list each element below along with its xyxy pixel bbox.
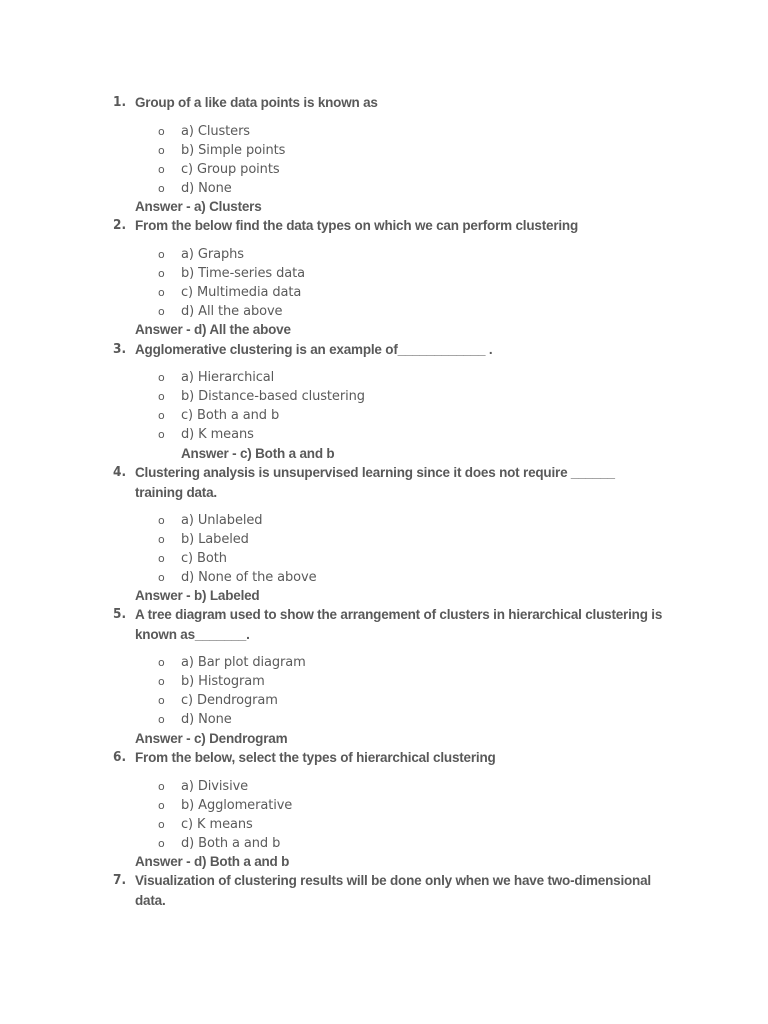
list-item: o d) Both a and b bbox=[158, 836, 281, 851]
bullet-icon: o bbox=[158, 428, 165, 441]
list-item: o c) Both bbox=[158, 551, 227, 566]
bullet-icon: o bbox=[158, 248, 165, 261]
list-item: o d) None of the above bbox=[158, 570, 317, 585]
bullet-icon: o bbox=[158, 656, 165, 669]
answer-2: Answer - d) All the above bbox=[135, 322, 291, 337]
bullet-icon: o bbox=[158, 571, 165, 584]
bullet-icon: o bbox=[158, 694, 165, 707]
list-item: o c) Multimedia data bbox=[158, 285, 302, 300]
list-item: o b) Time-series data bbox=[158, 266, 305, 281]
question-text: Group of a like data points is known as bbox=[135, 95, 378, 110]
list-item: o b) Agglomerative bbox=[158, 798, 293, 813]
bullet-icon: o bbox=[158, 818, 165, 831]
answer-4: Answer - b) Labeled bbox=[135, 588, 260, 603]
bullet-icon: o bbox=[158, 780, 165, 793]
question-number: 6. bbox=[113, 749, 127, 765]
question-number: 5. bbox=[113, 606, 127, 622]
list-item: o c) K means bbox=[158, 817, 253, 832]
list-item: o a) Hierarchical bbox=[158, 370, 275, 385]
answer-1: Answer - a) Clusters bbox=[135, 199, 262, 214]
bullet-icon: o bbox=[158, 552, 165, 565]
list-item: o d) K means bbox=[158, 427, 254, 442]
bullet-icon: o bbox=[158, 163, 165, 176]
question-number: 7. bbox=[113, 872, 127, 888]
bullet-icon: o bbox=[158, 305, 165, 318]
question-number: 4. bbox=[113, 464, 127, 480]
list-item: o b) Labeled bbox=[158, 532, 249, 547]
question-number: 1. bbox=[113, 94, 127, 110]
bullet-icon: o bbox=[158, 675, 165, 688]
list-item: o a) Graphs bbox=[158, 247, 244, 262]
bullet-icon: o bbox=[158, 533, 165, 546]
question-text: From the below, select the types of hierarchical clustering bbox=[135, 750, 496, 765]
list-item: o a) Unlabeled bbox=[158, 513, 263, 528]
question-text: Agglomerative clustering is an example of____________ . bbox=[135, 342, 493, 357]
question-text: From the below find the data types on which we can perform clustering bbox=[135, 218, 579, 233]
bullet-icon: o bbox=[158, 371, 165, 384]
bullet-icon: o bbox=[158, 182, 165, 195]
list-item: o a) Clusters bbox=[158, 124, 250, 139]
bullet-icon: o bbox=[158, 286, 165, 299]
question-number: 3. bbox=[113, 341, 127, 357]
list-item: o c) Group points bbox=[158, 162, 280, 177]
list-item: o a) Bar plot diagram bbox=[158, 655, 306, 670]
answer-6: Answer - d) Both a and b bbox=[135, 854, 290, 869]
list-item: o d) None bbox=[158, 181, 232, 196]
bullet-icon: o bbox=[158, 409, 165, 422]
bullet-icon: o bbox=[158, 837, 165, 850]
question-text: A tree diagram used to show the arrangement of clusters in hierarchical clustering is known as_______. bbox=[135, 607, 663, 642]
question-text: Clustering analysis is unsupervised learning since it does not require ______ training data. bbox=[135, 465, 615, 500]
answer-5: Answer - c) Dendrogram bbox=[135, 731, 288, 746]
bullet-icon: o bbox=[158, 144, 165, 157]
bullet-icon: o bbox=[158, 799, 165, 812]
list-item: o c) Dendrogram bbox=[158, 693, 278, 708]
list-item: o b) Simple points bbox=[158, 143, 286, 158]
bullet-icon: o bbox=[158, 713, 165, 726]
list-item: o d) None bbox=[158, 712, 232, 727]
bullet-icon: o bbox=[158, 125, 165, 138]
list-item: o c) Both a and b bbox=[158, 408, 280, 423]
answer-3: Answer - c) Both a and b bbox=[181, 446, 335, 461]
list-item: o b) Histogram bbox=[158, 674, 265, 689]
list-item: o d) All the above bbox=[158, 304, 283, 319]
bullet-icon: o bbox=[158, 514, 165, 527]
question-text: Visualization of clustering results will be done only when we have two-dimensional data. bbox=[135, 873, 651, 908]
list-item: o b) Distance-based clustering bbox=[158, 389, 365, 404]
question-number: 2. bbox=[113, 217, 127, 233]
bullet-icon: o bbox=[158, 390, 165, 403]
list-item: o a) Divisive bbox=[158, 779, 249, 794]
bullet-icon: o bbox=[158, 267, 165, 280]
